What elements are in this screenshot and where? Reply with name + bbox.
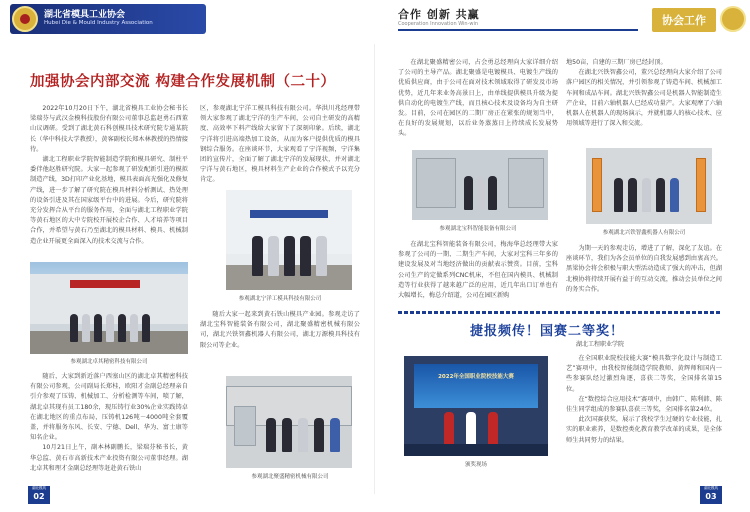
footer-mark: 湖北模具 bbox=[32, 486, 46, 490]
article-column-3b bbox=[398, 240, 558, 304]
photo-baoke-visit bbox=[412, 150, 548, 220]
person bbox=[464, 176, 473, 210]
person bbox=[656, 178, 665, 212]
page-number-left bbox=[28, 486, 50, 504]
article-column-3 bbox=[398, 58, 558, 150]
person bbox=[130, 314, 138, 342]
slogan-en: Cooperation Innovation Win-win bbox=[398, 21, 479, 27]
paragraph: 在湖北聚盛精密公司，占会勇总经理向大家详细介绍了公司的主导产品。湖北聚盛是电镀模具、电镀生产线的优质供应商，由于公司在面对技术领域取得了研发及市场优势，近几年来业务高景日上，由单线提供模具升级为提供自动化的电镀生产线，而且核心技术及设备均为自主研发。目前，公司在园区的二期厂房正在紧张的规划当中，在良好的发展规划，以后业务蒸蒸日上持续成长发展势头。 bbox=[398, 59, 558, 138]
association-logo-icon bbox=[720, 6, 746, 32]
person bbox=[330, 418, 340, 452]
paragraph: 随后大家一起来到黄石铁山模具产业园。参观走访了湖北宝科智能装备有限公司，湖北聚盛精密机械有限公司，湖北兴铁智鑫机器人有限公司，湖北万源模具科技有限公司等企业。 bbox=[200, 311, 360, 349]
page-fold bbox=[374, 44, 375, 494]
page-number: 02 bbox=[33, 492, 45, 501]
stage-screen-title: 2022年全国职业院校技能大赛 bbox=[438, 374, 514, 380]
paragraph: 在湖北兴铁智鑫公司，董兴总经理向大家介绍了公司落户园区的相关情况，并引领参观了铸造车间、机械加工车间和成品车间。湖北兴铁智鑫公司是机器人智能制造生产企业，目前六轴机器人已经成功量产。大家观摩了六轴机器人在机器人的现场演示，并就机器人的核心技术、应用领域等进行了深入和交流。 bbox=[566, 69, 722, 128]
person bbox=[642, 178, 651, 212]
robot-arm bbox=[696, 158, 706, 212]
person bbox=[94, 314, 102, 342]
person bbox=[614, 178, 623, 212]
company-sign bbox=[250, 210, 328, 218]
person bbox=[118, 314, 126, 342]
paragraph: 2022年10月20日下午，湖北省模具工业协会秘书长梁瑞芬与武汉金模科技股份有限公司董事总监赵勇石西董山议调研。受到了湖北黄石科创模具技术研究院专通某院长（华中科技大学教授），黄客副校长郑木林教授的热情接待。 bbox=[30, 105, 188, 153]
stage-floor bbox=[404, 444, 548, 456]
photo-award-ceremony bbox=[404, 356, 548, 456]
machine bbox=[234, 406, 256, 446]
robot-arm bbox=[592, 158, 602, 212]
person bbox=[316, 236, 327, 276]
paragraph: 湖北工程职业学院智能制造学院和模具研究、制柱平委伴他赵胜研究院。大家一起参观了研发配新引进的模拟制造产线，3D打印产业化基地，模具表面高光强化及修复产线，进一步了解了研究院在模具材料分析测试、热处理的设备引进及其在国家级平台中的进展。今后，研究院将充分发挥合从平台的服务作用，全面与湖北工程职业学院等黄石地区的大中专院校开展校企合作、人才培养等项目合作，并希望与黄石乃至湖北的模具材料、模具、机械制造企业开展更全面深入的技术交流与合作。 bbox=[30, 156, 188, 245]
person bbox=[670, 178, 679, 212]
photo-xingtie-visit bbox=[586, 148, 712, 224]
person bbox=[284, 236, 295, 276]
caption-award: 颁奖现场 bbox=[464, 462, 487, 468]
paragraph: 为期一天的参观走访，增进了了解，深化了友谊。在座谈环节，我们为各会员单位的自我发展感到由衷高兴。黑梁协会将会积极与职大型活动造成了强大的冲击，但湖北模协将持续开展有益于的互动交流，推动会员单位之间的务实合作。 bbox=[566, 245, 722, 293]
paragraph: 此次国赛获奖，展示了我校学生过硬的专业技能，扎实的职业素养，是数控类化教育教学改革的成果，是全体师生共同努力的结果。 bbox=[566, 416, 722, 444]
section-label: 协会工作 bbox=[662, 14, 706, 27]
person bbox=[282, 418, 292, 452]
person bbox=[106, 314, 114, 342]
person bbox=[466, 412, 476, 446]
article-column-4 bbox=[566, 58, 722, 150]
paragraph: 在全国职业院校技能大赛“模具数字化设计与制造工艺”赛项中，由我校智能制造学院教师、黄辉师和国内一些参赛队经过激烈角逐，喜获二等奖，全国排名第15位。 bbox=[566, 355, 722, 393]
slogan bbox=[398, 6, 638, 34]
paragraph: 区，参观湖北宁洋工模具科技有限公司。华洪川兆经理带领大家参观了湖北宁洋的生产车间，公司自主研发的高精度、高效率下料产线给大家留下了深刻印象。后续，湖北宁洋将引进高端热加工设备，从而为客户提供优质的模具钢综合服务。在座谈环节，大家观看了宁洋视频，宁洋集团的宣传片，全面了解了湖北宁洋的发展现状，并对湖北宁洋与黄石地区，模具材料生产企业的合作模式予以充分肯定。 bbox=[200, 105, 360, 184]
article-column-2 bbox=[200, 104, 360, 186]
article-column-1b bbox=[30, 372, 188, 482]
page-number: 03 bbox=[705, 492, 717, 501]
org-name-en: Hubei Die & Mould Industry Association bbox=[44, 20, 153, 26]
caption-zhuoqi: 参观湖北卓其精密科技有限公司 bbox=[70, 359, 148, 365]
association-logo-icon bbox=[12, 6, 38, 32]
section-divider bbox=[398, 311, 720, 314]
person bbox=[444, 412, 454, 446]
paragraph: 在湖北宝科智能装备有限公司，梅海华总经理带大家参观了公司的一期、二期生产车间，大家对宝科三年多的建设发展及对当地经济做出的贡献表示赞赏。目前，宝科公司生产的定做系列CNC机床，不但在国内模具、机械制造等行业获得了越来越广泛的应用，近几年出口订单也有大幅增长，梅总介绍道，公司在园区新购 bbox=[398, 241, 558, 300]
paragraph: 在“数控综合应用技术”赛项中，由韩广、陈利韩、陈佳生同学组成的参赛队喜获三等奖，全国排名第24位。 bbox=[566, 395, 722, 414]
person bbox=[142, 314, 150, 342]
person bbox=[300, 236, 311, 276]
person bbox=[488, 412, 498, 446]
person bbox=[476, 176, 485, 210]
caption-jusheng: 参观湖北聚盛精密机械有限公司 bbox=[251, 474, 329, 480]
caption-ningyang: 参观湖北宁洋工模具科技有限公司 bbox=[238, 296, 322, 302]
article-column-4b bbox=[566, 244, 722, 304]
company-sign bbox=[70, 280, 140, 288]
article-column-1 bbox=[30, 104, 188, 254]
news-headline: 捷报频传！国赛二等奖！ bbox=[470, 324, 625, 339]
article-title: 加强协会内部交流 构建合作发展机制（二十） bbox=[30, 74, 336, 90]
photo-ningyang-visit bbox=[226, 190, 352, 290]
person bbox=[70, 314, 78, 342]
page-number-right bbox=[700, 486, 722, 504]
page-header bbox=[0, 0, 750, 40]
person bbox=[314, 418, 324, 452]
photo-jusheng-visit bbox=[226, 376, 352, 468]
org-name-cn: 湖北省模具工业协会 bbox=[44, 10, 126, 20]
caption-baoke: 参观湖北宝科智能装备有限公司 bbox=[439, 226, 517, 232]
news-source: 湖北工程职业学院 bbox=[576, 341, 625, 348]
person bbox=[252, 236, 263, 276]
caption-xingtie: 参观湖北兴铁智鑫机器人有限公司 bbox=[602, 230, 686, 236]
slogan-cn: 合作 创新 共赢 bbox=[398, 8, 480, 21]
paragraph: 随后，大家到新近落户西塞山区的湖北卓其精密科技有限公司参观，公司副局长郑桂，欧阳才金副总经理亲自引介参观了压铸、机械加工、分析检测等车间，喷了解，湖北卓其现有员工180余，现压铸行业30%企业实践铸卓在湖北地区的重点布局，压铸机126吨－4000吨全套覆盖，并将服务东风、长安、宁德、Dell、华为、富士康等知名企业。 bbox=[30, 373, 188, 442]
news-body bbox=[566, 354, 722, 478]
person bbox=[266, 418, 276, 452]
slogan-divider bbox=[398, 29, 638, 31]
paragraph: 10月21日上午，副本林副鹏长，梁瑞芬秘书长，黄华总监、黄石市高新技术产业投资有限公司董事经理。湖北卓其和理才金副总经理等赶赴黄石铁山 bbox=[30, 444, 188, 472]
stage-screen bbox=[414, 364, 538, 408]
person bbox=[268, 236, 279, 276]
person bbox=[628, 178, 637, 212]
person bbox=[298, 418, 308, 452]
article-column-2b bbox=[200, 310, 360, 370]
person bbox=[488, 176, 497, 210]
footer-mark: 湖北模具 bbox=[704, 486, 718, 490]
photo-zhuoqi-visit bbox=[30, 262, 188, 354]
cnc-machine bbox=[508, 158, 544, 208]
section-tab bbox=[652, 8, 716, 32]
paragraph: 地50亩，自建的三期厂房已经封顶。 bbox=[566, 59, 667, 66]
org-banner bbox=[10, 4, 206, 34]
person bbox=[82, 314, 90, 342]
cnc-machine bbox=[416, 158, 456, 208]
